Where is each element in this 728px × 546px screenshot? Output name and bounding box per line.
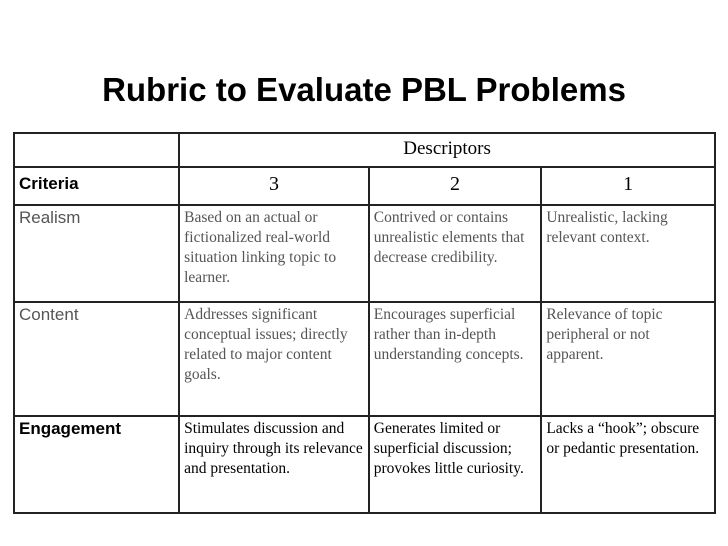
content-level-1: Relevance of topic peripheral or not apparent. — [541, 302, 715, 416]
criterion-realism: Realism — [14, 205, 179, 302]
realism-level-2: Contrived or contains unrealistic elements that decrease credibility. — [369, 205, 542, 302]
descriptors-header: Descriptors — [179, 133, 715, 167]
level-1-header: 1 — [541, 167, 715, 205]
table-row — [14, 205, 715, 302]
realism-level-1: Unrealistic, lacking relevant context. — [541, 205, 715, 302]
table-row — [14, 302, 715, 416]
table-row — [14, 416, 715, 513]
descriptors-header-row — [14, 133, 715, 167]
engagement-level-3: Stimulates discussion and inquiry through its relevance and presentation. — [179, 416, 369, 513]
criterion-content: Content — [14, 302, 179, 416]
criteria-header: Criteria — [14, 167, 179, 205]
realism-level-3: Based on an actual or fictionalized real-world situation linking topic to learner. — [179, 205, 369, 302]
criterion-engagement: Engagement — [14, 416, 179, 513]
levels-header-row — [14, 167, 715, 205]
engagement-level-2: Generates limited or superficial discussion; provokes little curiosity. — [369, 416, 542, 513]
empty-corner-cell — [14, 133, 179, 167]
level-2-header: 2 — [369, 167, 542, 205]
content-level-3: Addresses significant conceptual issues; directly related to major content goals. — [179, 302, 369, 416]
engagement-level-1: Lacks a “hook”; obscure or pedantic presentation. — [541, 416, 715, 513]
slide-title: Rubric to Evaluate PBL Problems — [102, 71, 626, 108]
rubric-table — [13, 132, 716, 514]
level-3-header: 3 — [179, 167, 369, 205]
content-level-2: Encourages superficial rather than in-depth understanding concepts. — [369, 302, 542, 416]
